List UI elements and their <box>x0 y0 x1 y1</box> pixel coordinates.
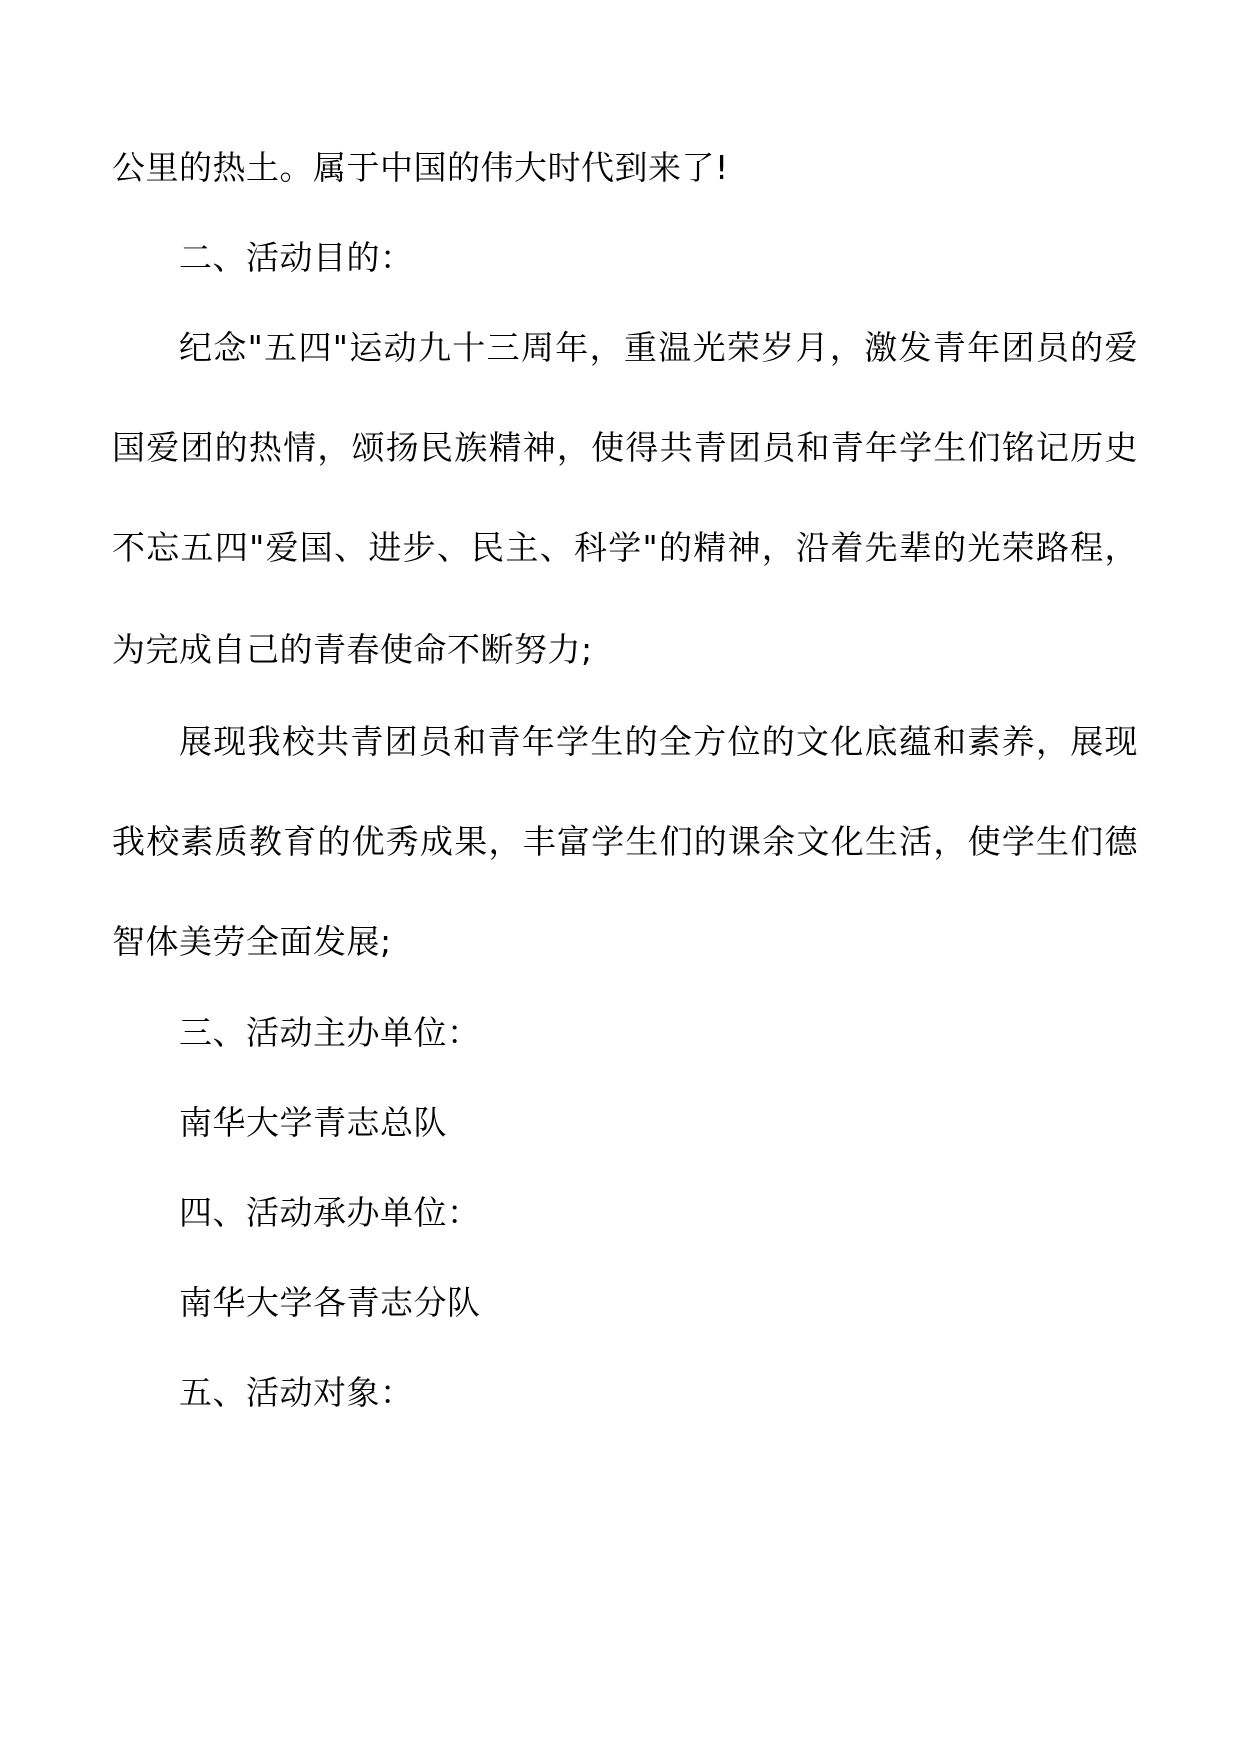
body-text-line: 公里的热土。属于中国的伟大时代到来了! <box>112 148 729 187</box>
organizer-value: 南华大学青志总队 <box>179 1103 447 1142</box>
section-heading-co-organizer: 四、活动承办单位： <box>179 1193 481 1232</box>
section-heading-audience: 五、活动对象： <box>179 1373 414 1412</box>
paragraph-line: 不忘五四"爱国、进步、民主、科学"的精神，沿着先辈的光荣路程， <box>112 528 1138 567</box>
co-organizer-value: 南华大学各青志分队 <box>179 1283 481 1322</box>
paragraph-line: 我校素质教育的优秀成果，丰富学生们的课余文化生活，使学生们德 <box>112 822 1138 861</box>
section-heading-purpose: 二、活动目的： <box>179 238 414 277</box>
paragraph-line: 纪念"五四"运动九十三周年，重温光荣岁月，激发青年团员的爱 <box>179 328 1138 367</box>
section-heading-organizer: 三、活动主办单位： <box>179 1013 481 1052</box>
paragraph-line: 为完成自己的青春使命不断努力; <box>112 630 593 669</box>
paragraph-line: 智体美劳全面发展; <box>112 922 392 961</box>
paragraph-line: 展现我校共青团员和青年学生的全方位的文化底蕴和素养，展现 <box>179 722 1138 761</box>
paragraph-line: 国爱团的热情，颂扬民族精神，使得共青团员和青年学生们铭记历史 <box>112 428 1138 467</box>
